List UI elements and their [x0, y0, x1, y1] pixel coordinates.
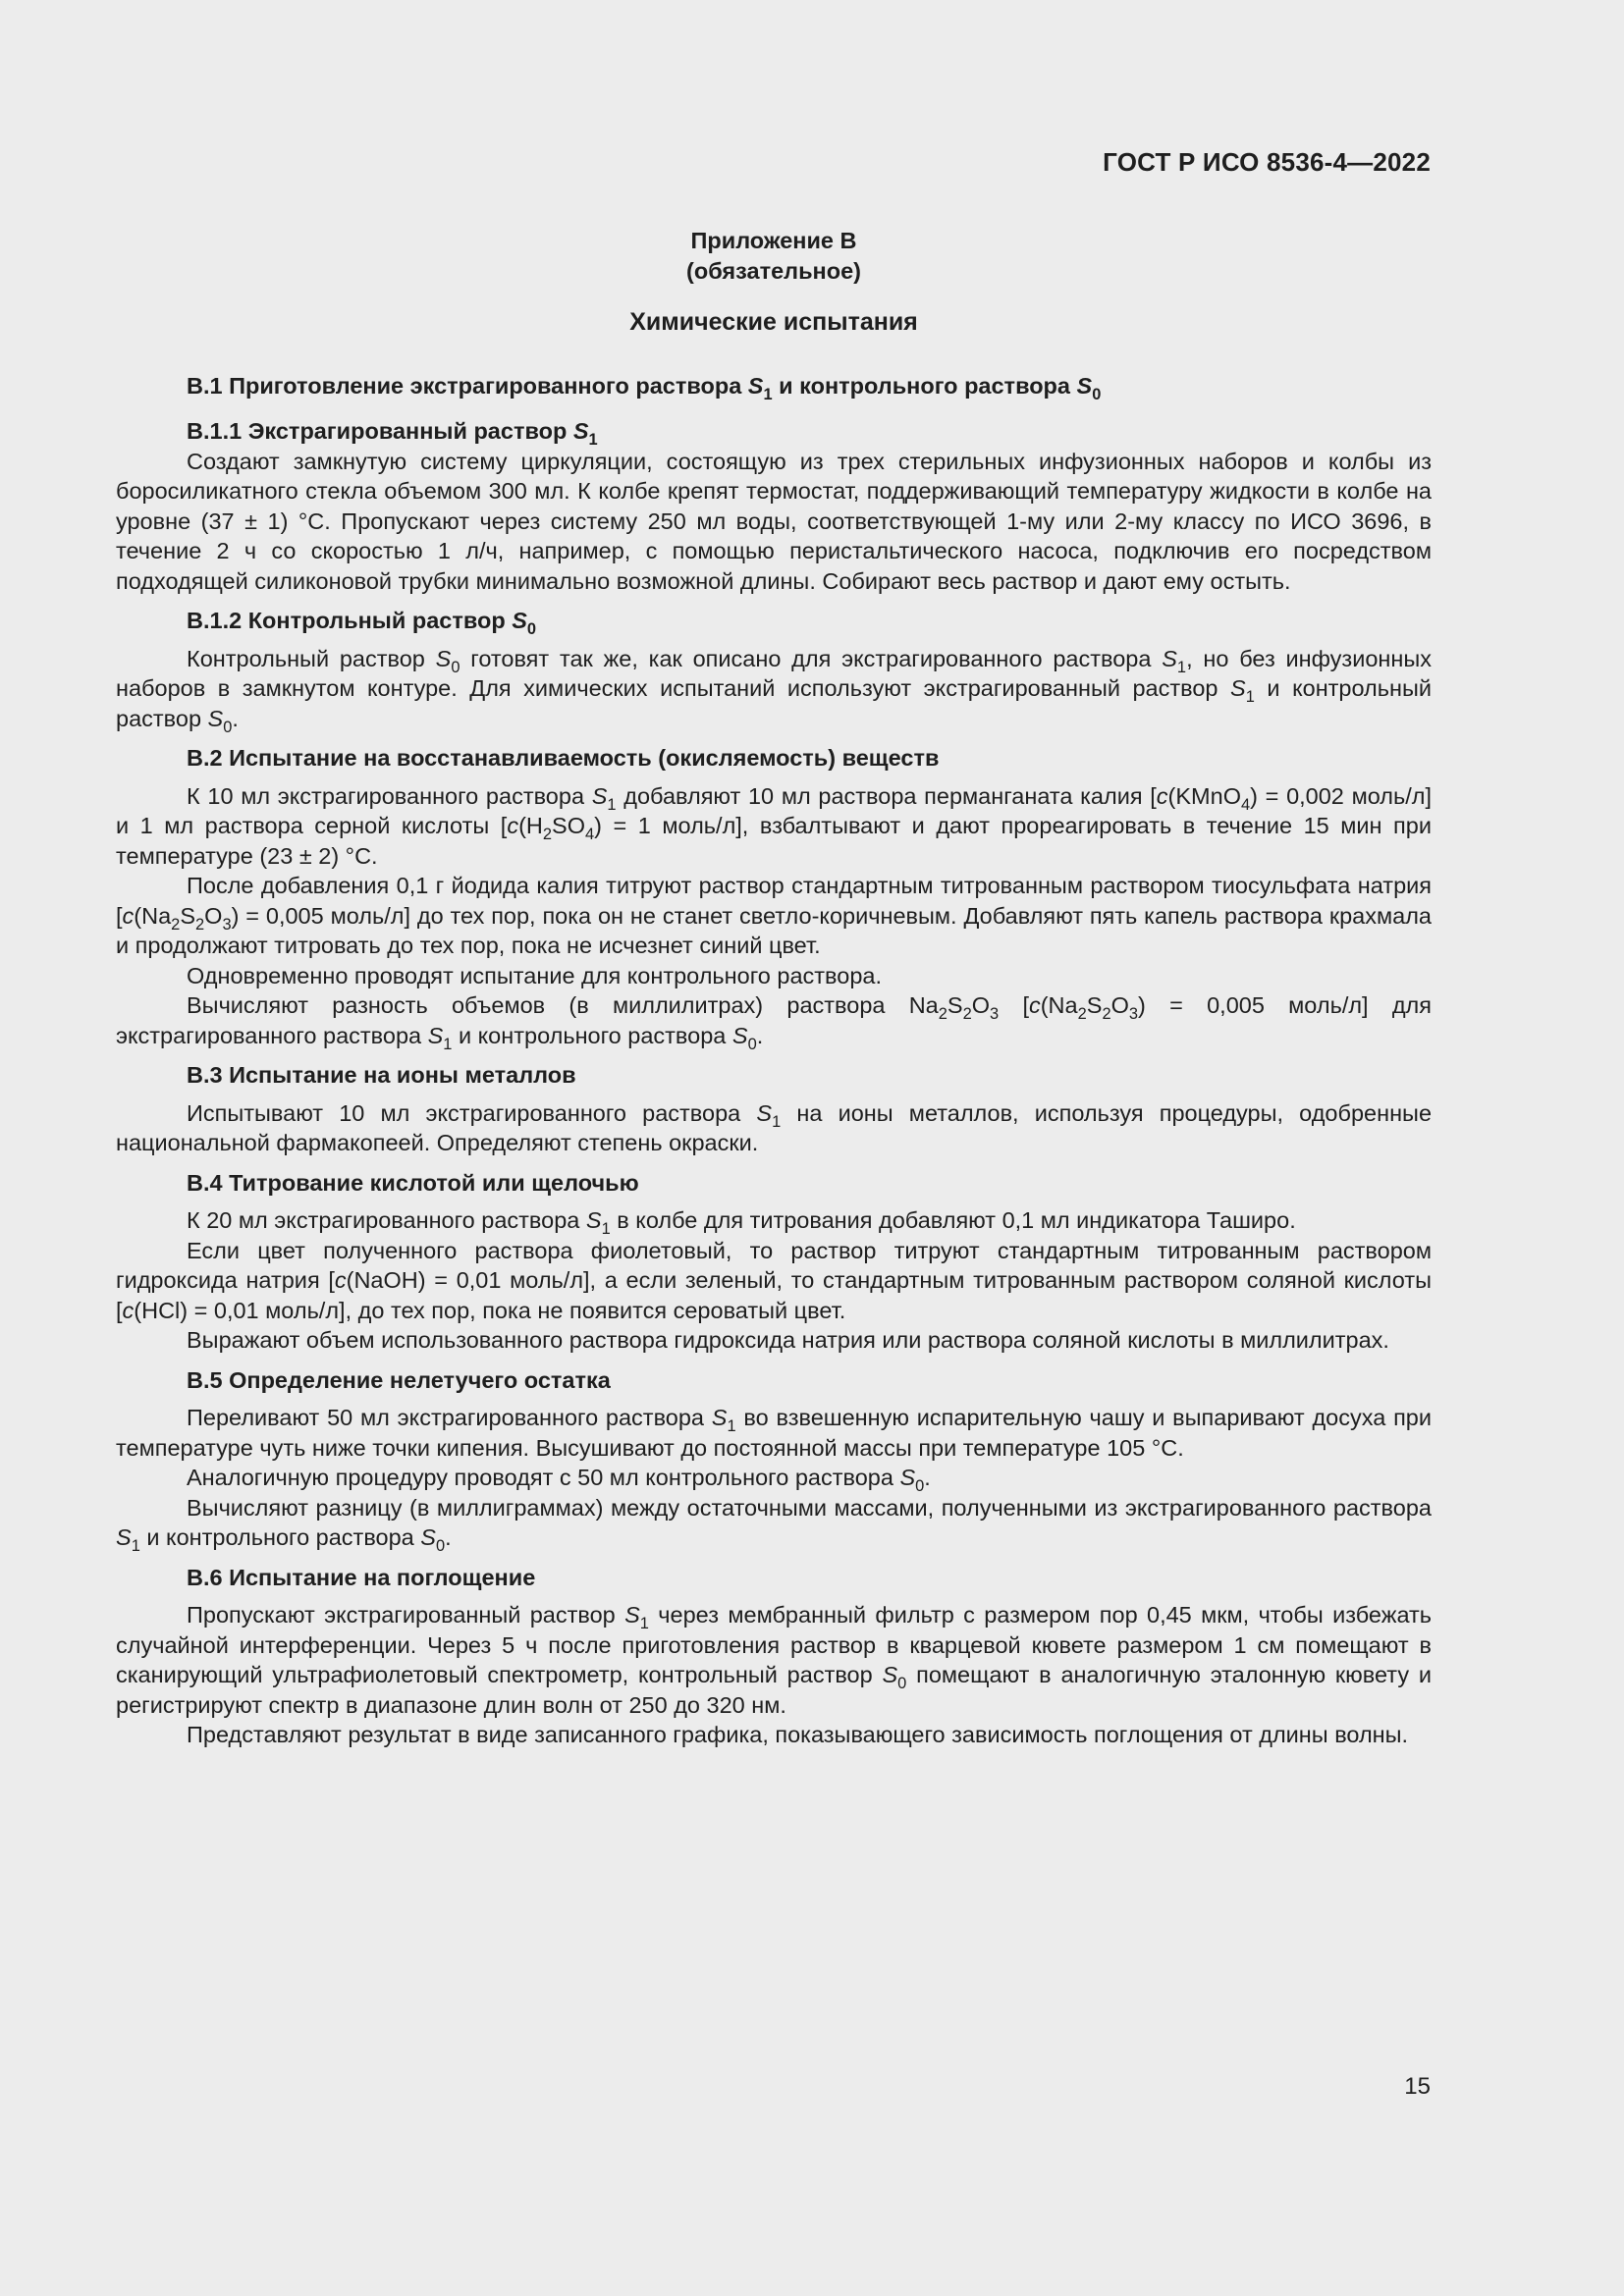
section-b11-heading: B.1.1 Экстрагированный раствор $S_1$ [187, 418, 598, 449]
section-b4-heading: B.4 Титрование кислотой или щелочью [187, 1169, 639, 1196]
section-b2-paragraph-1: К 10 мл экстрагированного раствора $S_1$ добавляют 10 мл раствора перманганата калия [c(KMnO$_4$) = 0,002 моль/л] и 1 мл раствора серной кислоты [$c(H_2SO_4) = 1$ моль/л], взбалтывают и дают прореагировать в течение 15 мин при температуре (23 ± 2) °С. [116, 782, 1433, 869]
section-b5-paragraph-2: Аналогичную процедуру проводят с 50 мл контрольного раствора $S_0$. [187, 1465, 931, 1495]
page-number: 15 [1404, 2073, 1431, 2100]
section-b2-paragraph-4: Вычисляют разность объемов (в миллилитрах) раствора $Na_2S_2O_3$ [$c(Na_2S_2O_3) = 0,005$ моль/л] для экстрагированного раствора $S_1$ и контрольного раствора $S_0$. [116, 992, 1432, 1053]
section-b6-paragraph-1: Пропускают экстрагированный раствор $S_1$ через мембранный фильтр с размером пор 0,45 мкм, чтобы избежать случайной интерференции. Через 5 ч после приготовления раствор в кварцевой кювете размером 1 см помещают в сканирующий ультрафиолетовый спектрометр, контрольный раствор $S_0$ помещают в аналогичную эталонную кювету и регистрируют спектр в диапазоне длин волн от 250 до 320 нм. [116, 1602, 1433, 1718]
section-b2-paragraph-2: После добавления 0,1 г йодида калия титруют раствор стандартным титрованным раствором тиосульфата натрия [$c(Na_2S_2O_3) = 0,005$ моль/л] до тех пор, пока он не станет светло-коричневым. Добавляют пять капель раствора крахмала и продолжают титровать до тех пор, пока не исчезнет синий цвет. [116, 873, 1432, 958]
section-b12-paragraph: Контрольный раствор $S_0$ готовят так же, как описано для экстрагированного раствора $S_1$, но без инфузионных наборов в замкнутом контуре. Для химических испытаний используют экстрагированный раствор $S_1$ и контрольный раствор $S_0$. [116, 645, 1433, 736]
section-b5-paragraph-1: Переливают 50 мл экстрагированного раствора $S_1$ во взвешенную испарительную чашу и выпаривают досуха при температуре чуть ниже точки кипения. Высушивают до постоянной массы при температуре 105 °С. [116, 1405, 1432, 1461]
section-b5-paragraph-3: Вычисляют разницу (в миллиграммах) между остаточными массами, полученными из экстрагированного раствора $S_1$ и контрольного раствора $S_0$. [116, 1494, 1432, 1555]
section-b2-paragraph-3: Одновременно проводят испытание для контрольного раствора. [187, 962, 882, 988]
section-b6-heading: B.6 Испытание на поглощение [187, 1564, 536, 1590]
annex-status: (обязательное) [686, 257, 861, 284]
section-b11-paragraph: Создают замкнутую систему циркуляции, состоящую из трех стерильных инфузионных наборов и колбы из боросиликатного стекла объемом 300 мл. К колбе крепят термостат, поддерживающий температуру жидкости в колбе на уровне (37 ± 1) °С. Пропускают через систему 250 мл воды, соответствующей 1-му или 2-му классу по ИСО 3696, в течение 2 ч со скоростью 1 л/ч, например, с помощью перистальтического насоса, подключив его посредством подходящей силиконовой трубки минимально возможной длины. Собирают весь раствор и дают ему остыть. [116, 448, 1432, 594]
section-b12-heading: B.1.2 Контрольный раствор $S_0$ [187, 608, 537, 638]
standard-designation: ГОСТ Р ИСО 8536-4—2022 [1103, 147, 1431, 177]
section-b2-heading: B.2 Испытание на восстанавливаемость (окисляемость) веществ [187, 745, 940, 771]
section-b6-paragraph-2: Представляют результат в виде записанного графика, показывающего зависимость поглощения от длины волны. [187, 1722, 1409, 1747]
section-b4-paragraph-1: К 20 мл экстрагированного раствора $S_1$ в колбе для титрования добавляют 0,1 мл индикатора Таширо. [187, 1207, 1296, 1238]
section-b3-heading: B.3 Испытание на ионы металлов [187, 1062, 576, 1088]
section-b3-paragraph: Испытывают 10 мл экстрагированного раствора $S_1$ на ионы металлов, используя процедуры, одобренные национальной фармакопеей. Определяют степень окраски. [116, 1099, 1433, 1155]
section-b4-paragraph-2: Если цвет полученного раствора фиолетовый, то раствор титруют стандартным титрованным раствором гидроксида натрия [c(NaOH) = 0,01 моль/л], а если зеленый, то стандартным титрованным раствором соляной кислоты [c(HCl) = 0,01 моль/л], до тех пор, пока не появится сероватый цвет. [116, 1237, 1432, 1323]
section-b1-heading: B.1 Приготовление экстрагированного раствора $S_1$ и контрольного раствора $S_0$ [187, 372, 1102, 403]
annex-title: Приложение B [690, 228, 857, 253]
annex-name: Химические испытания [629, 308, 918, 336]
page-content [116, 226, 1432, 1750]
section-b5-heading: B.5 Определение нелетучего остатка [187, 1366, 611, 1393]
section-b4-paragraph-3: Выражают объем использованного раствора гидроксида натрия или раствора соляной кислоты в миллилитрах. [187, 1327, 1389, 1353]
